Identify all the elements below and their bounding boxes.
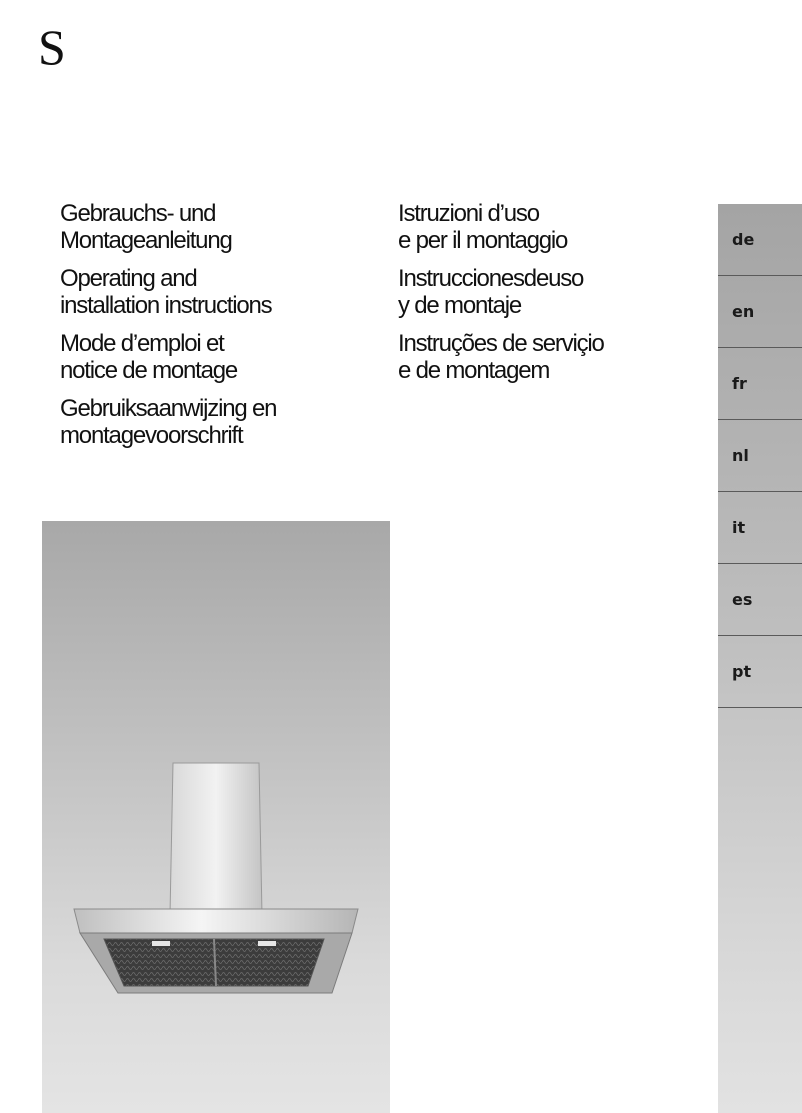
chimney	[170, 763, 262, 915]
lang-tab-de[interactable]	[718, 204, 802, 276]
lang-tab-fr-label: fr	[732, 374, 747, 393]
language-tabs	[718, 204, 802, 1113]
lang-tab-nl[interactable]	[718, 420, 802, 492]
title-en-line1: Operating and	[60, 265, 197, 292]
lang-tab-fr[interactable]	[718, 348, 802, 420]
titles-left-column	[60, 200, 380, 460]
title-fr	[60, 330, 380, 384]
title-it	[398, 200, 698, 254]
title-it-line2: e per il montaggio	[398, 227, 568, 254]
product-photo	[42, 521, 390, 1113]
lang-tab-en-label: en	[732, 302, 755, 321]
title-en-line2: installation instructions	[60, 292, 272, 319]
cooker-hood-illustration	[42, 521, 390, 1113]
canopy	[74, 909, 358, 993]
lang-tab-it[interactable]	[718, 492, 802, 564]
lang-tab-de-label: de	[732, 230, 755, 249]
lang-tab-es[interactable]	[718, 564, 802, 636]
title-nl-line2: montagevoorschrift	[60, 422, 243, 449]
title-de	[60, 200, 380, 254]
title-pt-line2: e de montagem	[398, 357, 550, 384]
title-es-line1: Instruccionesdeuso	[398, 265, 584, 292]
titles-right-column	[398, 200, 698, 395]
lang-tab-es-label: es	[732, 590, 753, 609]
title-nl-line1: Gebruiksaanwijzing en	[60, 395, 277, 422]
title-it-line1: Istruzioni d’uso	[398, 200, 539, 227]
title-fr-line2: notice de montage	[60, 357, 238, 384]
lang-tab-pt[interactable]	[718, 636, 802, 708]
title-fr-line1: Mode d’emploi et	[60, 330, 224, 357]
lang-tab-nl-label: nl	[732, 446, 749, 465]
lang-tab-en[interactable]	[718, 276, 802, 348]
title-en	[60, 265, 380, 319]
lang-tab-pt-label: pt	[732, 662, 752, 681]
title-es	[398, 265, 698, 319]
title-pt-line1: Instruções de serviçio	[398, 330, 604, 357]
title-pt	[398, 330, 698, 384]
lang-tab-it-label: it	[732, 518, 746, 537]
title-de-line1: Gebrauchs- und	[60, 200, 216, 227]
title-nl	[60, 395, 380, 449]
brand-logo: S	[38, 19, 66, 75]
title-de-line2: Montageanleitung	[60, 227, 232, 254]
title-es-line2: y de montaje	[398, 292, 522, 319]
